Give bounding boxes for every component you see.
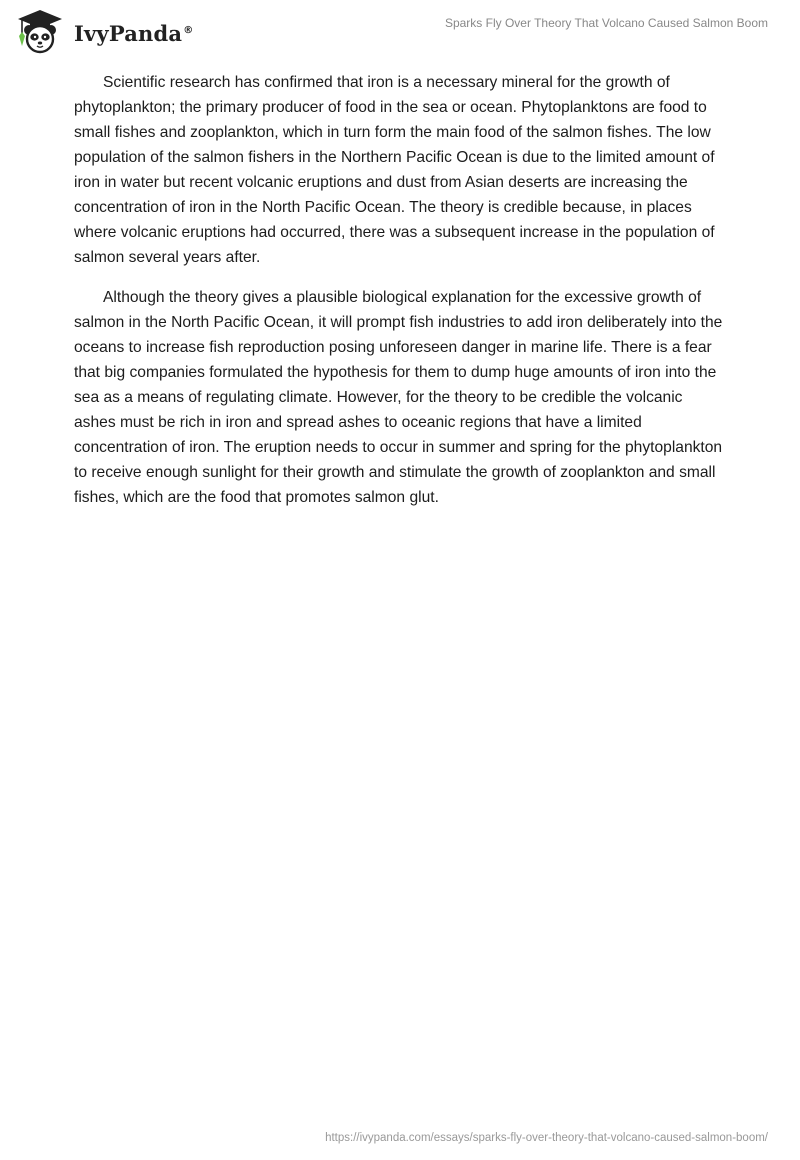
brand-name: IvyPanda® [74, 20, 194, 46]
brand-logo[interactable] [14, 8, 193, 56]
source-url[interactable]: https://ivypanda.com/essays/sparks-fly-over-theory-that-volcano-caused-salmon-boom/ [325, 1132, 768, 1144]
paragraph: Scientific research has confirmed that iron is a necessary mineral for the growth of phytoplankton; the primary producer of food in the sea or ocean. Phytoplanktons are food to small fishes and zooplankton, which in turn form the main food of the salmon fishes. The low population of the salmon fishers in the Northern Pacific Ocean is due to the limited amount of iron in water but recent volcanic eruptions and dust from Asian deserts are increasing the concentration of iron in the North Pacific Ocean. The theory is credible because, in places where volcanic eruptions had occurred, there was a subsequent increase in the population of salmon several years after. [74, 74, 715, 266]
paragraph: Although the theory gives a plausible biological explanation for the excessive growth of salmon in the North Pacific Ocean, it will prompt fish industries to add iron deliberately into the oceans to increase fish reproduction posing unforeseen danger in marine life. There is a fear that big companies formulated the hypothesis for them to dump huge amounts of iron into the sea as a means of regulating climate. However, for the theory to be credible the volcanic ashes must be rich in iron and spread ashes to oceanic regions that have a limited concentration of iron. The eruption needs to occur in summer and spring for the phytoplankton to receive enough sunlight for their growth and stimulate the growth of zooplankton and small fishes, which are the food that promotes salmon glut. [74, 289, 723, 506]
registered-mark: ® [183, 24, 194, 36]
document-title: Sparks Fly Over Theory That Volcano Caused Salmon Boom [444, 16, 768, 30]
panda-graduate-icon [14, 8, 66, 56]
essay-body [74, 70, 726, 525]
page-header [0, 0, 800, 60]
